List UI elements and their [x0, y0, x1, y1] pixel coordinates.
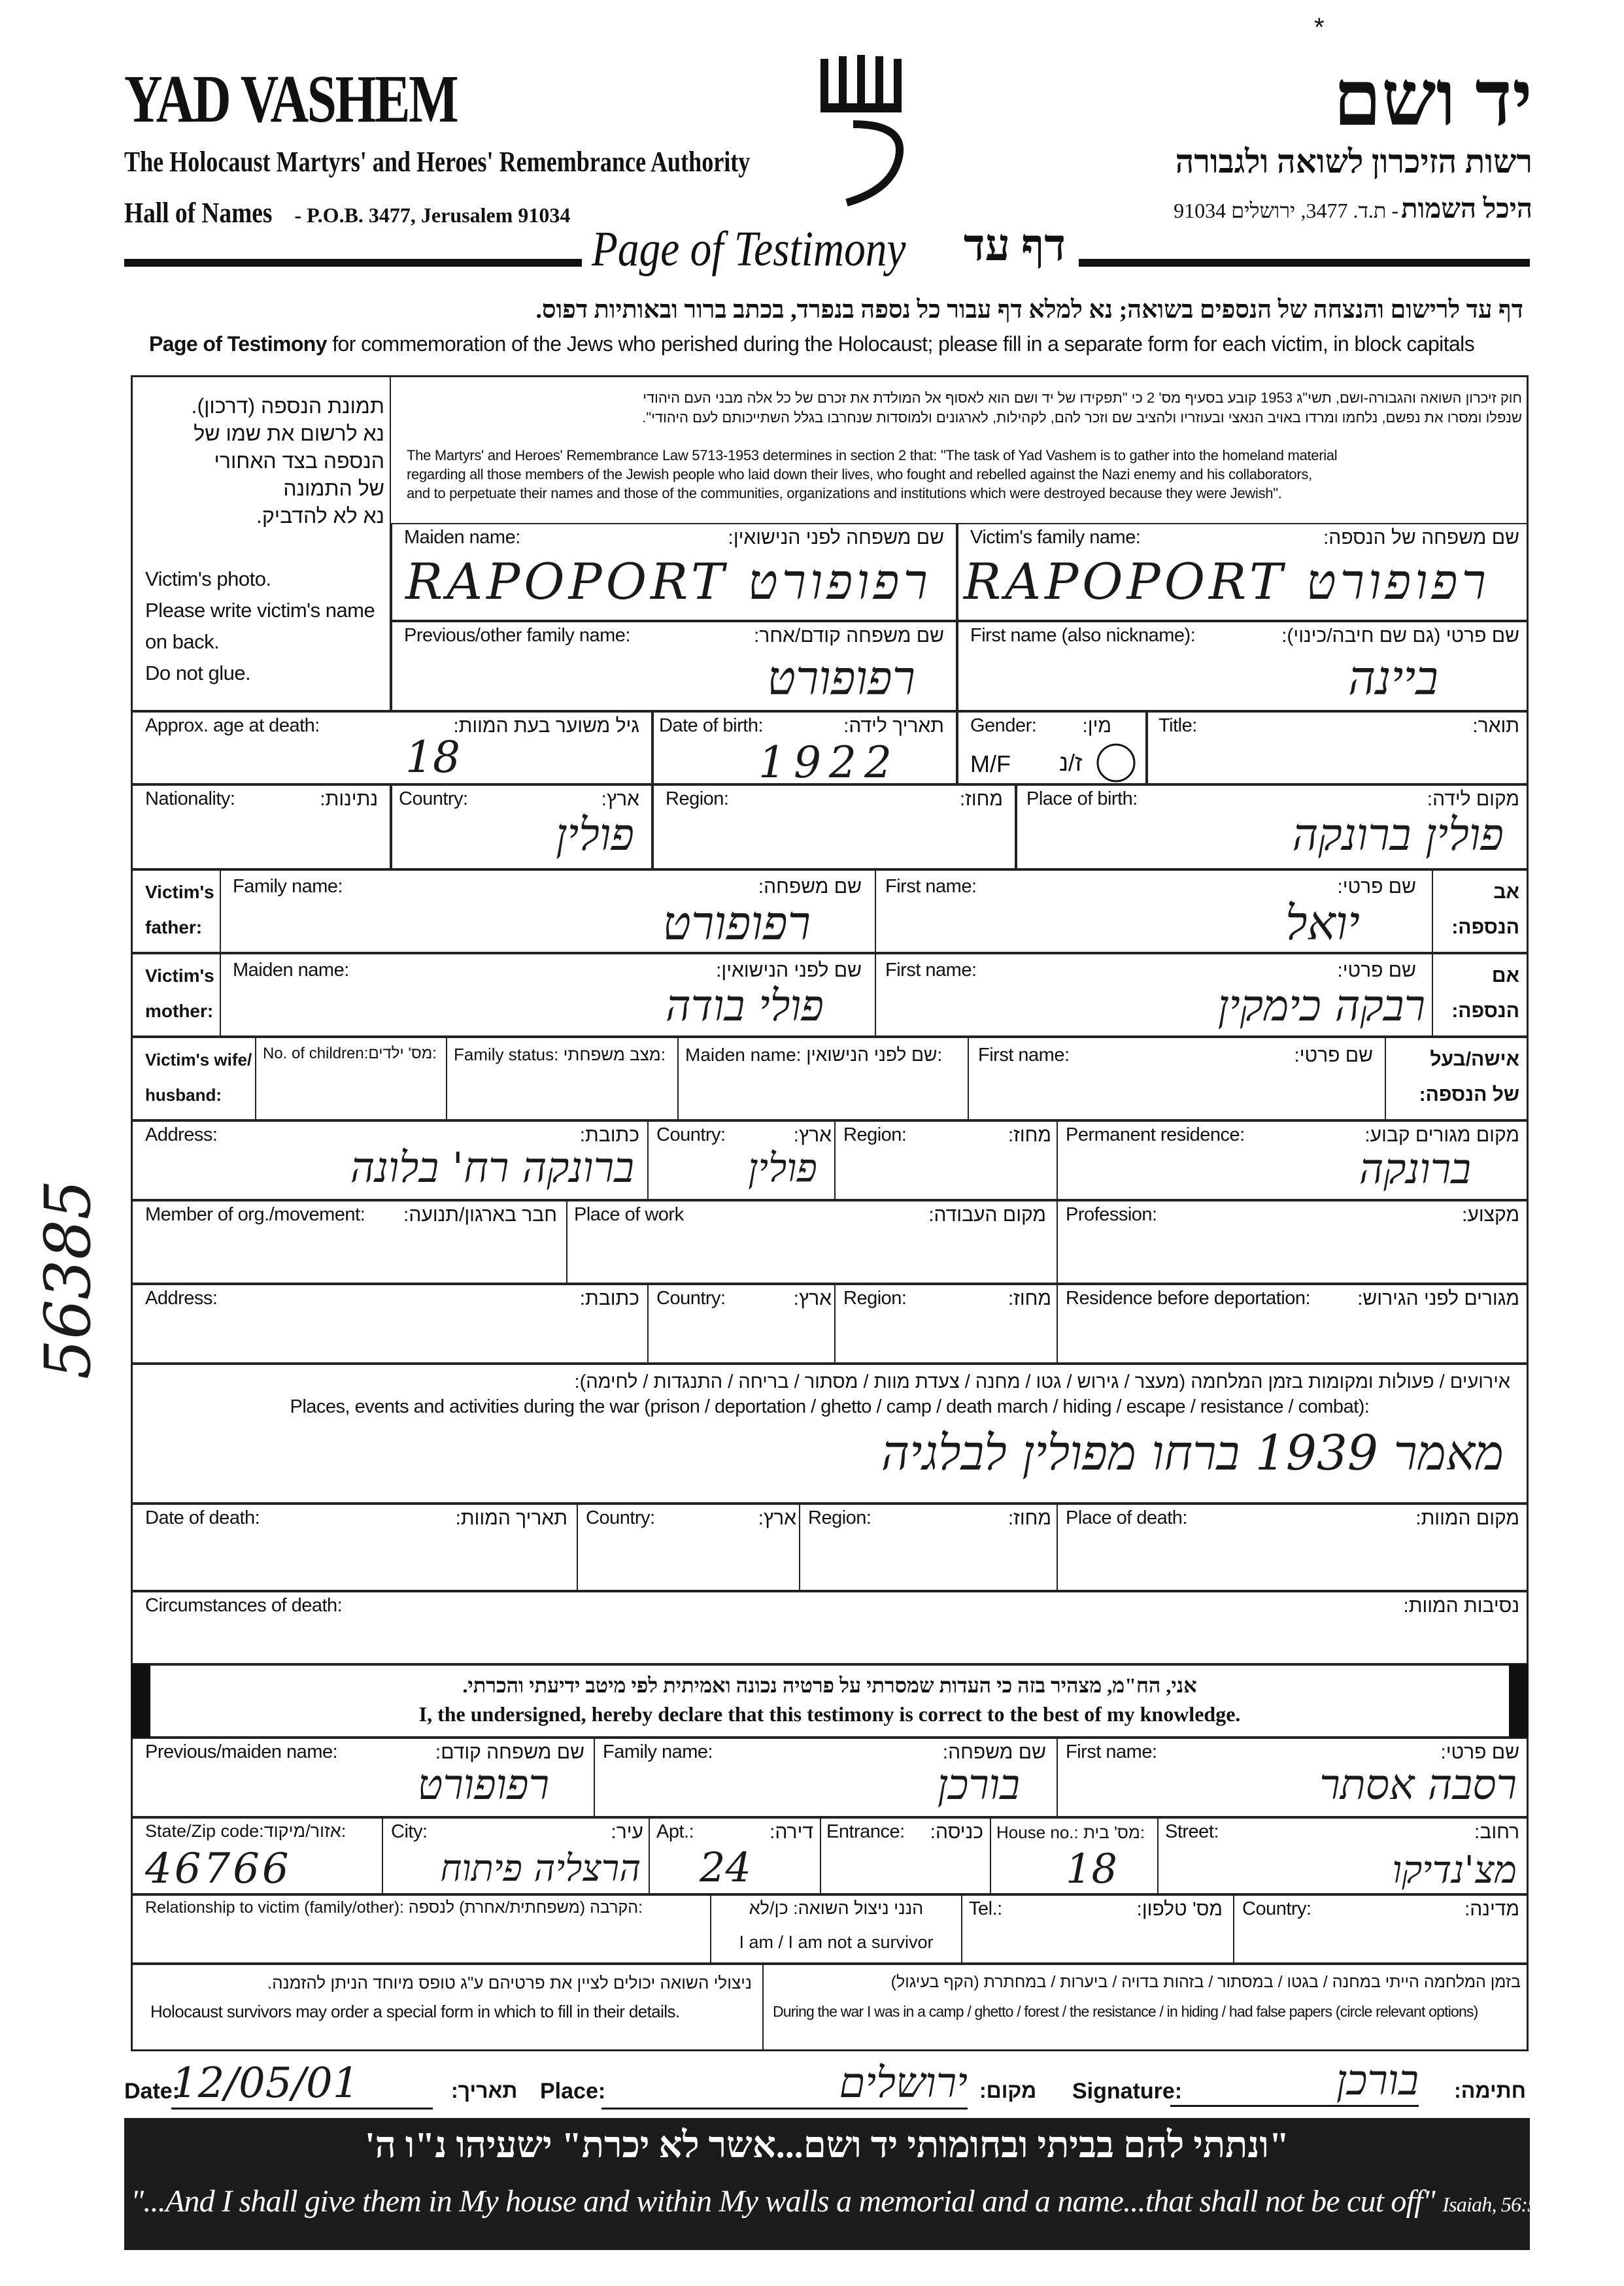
- death-country-label: Country:: [586, 1507, 655, 1528]
- house-value[interactable]: 18: [1066, 1845, 1117, 1892]
- title-bar-right: [1079, 259, 1530, 267]
- divider: [968, 1037, 969, 1120]
- divider: [677, 1037, 679, 1120]
- authority-he: רשות הזיכרון לשואה ולגבורה: [1175, 143, 1532, 180]
- declaration-bar-right: [1509, 1664, 1529, 1738]
- address-country-value[interactable]: פולין: [748, 1145, 817, 1191]
- law-en-line: The Martyrs' and Heroes' Remembrance Law 5713-1953 determines in section 2 that: "The task of Yad Vashem is to gather into the homeland material: [407, 447, 1338, 463]
- intro-en: [149, 332, 1474, 356]
- place-value[interactable]: ירושלים: [601, 2059, 968, 2110]
- region-label-he: מחוז:: [959, 788, 1003, 810]
- hall-address-en: - P.O.B. 3477, Jerusalem 91034: [294, 203, 571, 227]
- quote-he: "ונתתי להם בביתי ובחומותי יד ושם...אשר לא יכרת" ישעיהו נ"ו ה': [365, 2125, 1289, 2166]
- death-date-label-he: תאריך המוות:: [455, 1507, 567, 1529]
- death-country-label-he: ארץ:: [758, 1507, 796, 1529]
- divider: [875, 953, 876, 1037]
- status-label-he: מצב משפחתי:: [563, 1045, 666, 1064]
- city-label-he: עיר:: [611, 1821, 643, 1843]
- death-region-label: Region:: [808, 1507, 871, 1528]
- children-label-he: מס' ילדים:: [368, 1045, 437, 1062]
- street-value[interactable]: מצ'נדיקו: [1392, 1847, 1517, 1892]
- hall-he: [1174, 193, 1532, 225]
- divider: [566, 1200, 567, 1284]
- maiden-name-label: Maiden name:: [404, 527, 520, 548]
- divider: [649, 1817, 650, 1894]
- death-place-label: Place of death:: [1066, 1507, 1187, 1528]
- divider: [1057, 1120, 1058, 1200]
- spouse-maiden-label: [685, 1045, 942, 1066]
- address2-country-label-he: ארץ:: [793, 1288, 832, 1309]
- mother-first-label: First name:: [885, 960, 977, 981]
- divider: [594, 1738, 595, 1817]
- page-title-he: דף עד: [963, 220, 1066, 270]
- nationality-label: Nationality:: [145, 788, 235, 809]
- zip-label-he: אזור/מיקוד:: [263, 1821, 347, 1841]
- divider: [220, 953, 221, 1037]
- maiden-name-label-he: שם משפחה לפני הנישואין:: [728, 527, 944, 548]
- zip-label: [145, 1821, 346, 1841]
- perm-residence-label-he: מקום מגורים קבוע:: [1364, 1124, 1519, 1146]
- divider: [1057, 1200, 1058, 1284]
- spouse-maiden-he: שם לפני הנישואין:: [806, 1045, 943, 1065]
- law-he-line: שנפלו ומסרו את נפשם, נלחמו ומרדו באויב הנאצי ובעוזריו ולהציב שם וזכר להם, לקהילות, לארגונים ולמוסדות שנחרבו בגלל השתייכותם לעם היהודי".: [642, 409, 1522, 426]
- hall-address-he: - ת.ד. 3477, ירושלים 91034: [1174, 199, 1398, 222]
- intro-he: דף עד לרישום והנצחה של הנספים בשואה; נא למלא דף עבור כל נספה בנפרד, בכתב ברור ובאותיות דפוס.: [535, 296, 1523, 324]
- maiden-name-value[interactable]: RAPOPORT רפופורט: [405, 552, 932, 611]
- law-he-line: חוק זיכרון השואה והגבורה-ושם, תשי"ג 1953 קובע בסעיף מס' 2 כי "תפקידו של יד ושם הוא לאסוף אל המולדת את זכרם של כל אלה מבני העם היהודי: [643, 390, 1522, 406]
- circumstances-label-he: נסיבות המוות:: [1403, 1595, 1519, 1617]
- mother-first-label-he: שם פרטי:: [1337, 960, 1416, 981]
- perm-residence-label: Permanent residence:: [1066, 1124, 1245, 1145]
- apt-label-he: דירה:: [770, 1821, 813, 1843]
- declaration-he: אני, הח"מ, מצהיר בזה כי העדות שמסרתי על פרטיה נכונה ואמיתית לפי מיטב ידיעתי והכרתי.: [462, 1673, 1197, 1697]
- divider: [834, 1284, 836, 1364]
- mother-maiden-label-he: שם לפני הנישואין:: [716, 960, 862, 981]
- spouse-tag-he: [1419, 1042, 1519, 1113]
- submitter-prev-label: Previous/maiden name:: [145, 1741, 338, 1762]
- residence-before-label-he: מגורים לפני הגירוש:: [1357, 1288, 1519, 1309]
- hall-en: [124, 196, 570, 229]
- notes-left-he: ניצולי השואה יכולים לציין את פרטיהם ע"ג טופס מיוחד הניתן להזמנה.: [267, 1973, 752, 1992]
- circumstances-label: Circumstances of death:: [145, 1595, 343, 1616]
- law-he: [399, 388, 1522, 428]
- declaration-bar-left: [131, 1664, 150, 1738]
- photo-box-en: [145, 563, 375, 689]
- divider: [1432, 953, 1433, 1037]
- work-label: Place of work: [574, 1204, 684, 1225]
- signature-label: Signature:: [1072, 2079, 1183, 2104]
- date-label-he: תאריך:: [451, 2079, 518, 2102]
- signature-label-he: חתימה:: [1454, 2079, 1526, 2102]
- submitter-country-label: Country:: [1242, 1898, 1311, 1919]
- first-name-label-he: שם פרטי (גם שם חיבה/כינוי):: [1281, 625, 1519, 647]
- law-en-line: regarding all those members of the Jewish people who laid down their lives, who fought and rebelled against the Nazi enemy and his collaborators,: [407, 466, 1312, 482]
- residence-before-label: Residence before deportation:: [1066, 1288, 1311, 1309]
- photo-he-line: הנספה בצד האחורי: [214, 449, 384, 473]
- divider: [1233, 1894, 1234, 1964]
- house-label-he: מס' בית:: [1083, 1823, 1145, 1842]
- hall-title-he: היכל השמות: [1401, 194, 1532, 224]
- tag-line: הנספה:: [1451, 1000, 1519, 1022]
- region-label: Region:: [666, 788, 729, 809]
- mother-maiden-value[interactable]: פולי בודה: [665, 981, 824, 1031]
- children-label: [263, 1045, 437, 1063]
- divider: [1057, 1504, 1058, 1591]
- address-region-label: Region:: [843, 1124, 907, 1145]
- law-en-line: and to perpetuate their names and those of the communities, organizations and institutions which were destroyed because they were Jewish".: [407, 485, 1282, 501]
- place-label: Place:: [540, 2079, 606, 2104]
- photo-he-line: נא לא להדביק.: [256, 504, 384, 528]
- spouse-first-label-he: שם פרטי:: [1294, 1045, 1373, 1066]
- tag-line: husband:: [145, 1085, 222, 1105]
- address2-label-he: כתובת:: [579, 1288, 639, 1309]
- address-country-label: Country:: [656, 1124, 726, 1145]
- spouse-maiden-en: Maiden name:: [685, 1045, 802, 1065]
- title-label-he: תואר:: [1472, 715, 1519, 737]
- submitter-country-label-he: מדינה:: [1464, 1898, 1519, 1920]
- profession-label-he: מקצוע:: [1462, 1204, 1519, 1226]
- address-label: Address:: [145, 1124, 218, 1145]
- family-status-label: [454, 1045, 666, 1065]
- photo-en-line: on back.: [145, 630, 220, 653]
- tag-line: mother:: [145, 1001, 214, 1021]
- profession-label: Profession:: [1066, 1204, 1157, 1225]
- divider: [834, 1120, 836, 1200]
- photo-en-line: Please write victim's name: [145, 599, 375, 622]
- quote-en-line: [131, 2183, 1538, 2219]
- prev-family-label-he: שם משפחה קודם/אחר:: [753, 625, 944, 647]
- divider: [762, 1964, 764, 2051]
- page-title-en: Page of Testimony: [592, 222, 906, 277]
- mother-first-value[interactable]: רבקה כימקין: [1217, 981, 1425, 1031]
- apt-value[interactable]: 24: [700, 1843, 751, 1891]
- tag-line: של הנספה:: [1419, 1084, 1519, 1105]
- zip-label-en: State/Zip code:: [145, 1821, 264, 1841]
- tel-label: Tel.:: [969, 1898, 1002, 1919]
- death-region-label-he: מחוז:: [1007, 1507, 1051, 1529]
- rel-label-he: הקרבה (משפחתית/אחרת) לנספה:: [408, 1898, 643, 1917]
- country-label-he: ארץ:: [601, 788, 639, 810]
- address-region-label-he: מחוז:: [1007, 1124, 1051, 1146]
- photo-en-line: Victim's photo.: [145, 567, 271, 590]
- events-value[interactable]: מאמר 1939 ברחו מפולין לבלגיה: [881, 1425, 1504, 1481]
- divider: [1385, 1037, 1386, 1120]
- intro-en-text: for commemoration of the Jews who perished during the Holocaust; please fill in a separate form for each victim, in block capitals: [326, 332, 1475, 356]
- tag-line: הנספה:: [1451, 916, 1519, 938]
- divider: [961, 1894, 962, 1964]
- submitter-first-label-he: שם פרטי:: [1440, 1741, 1519, 1763]
- member-label: Member of org./movement:: [145, 1204, 365, 1225]
- tag-line: Victim's: [145, 882, 214, 902]
- divider: [647, 1284, 649, 1364]
- declaration-en: I, the undersigned, hereby declare that this testimony is correct to the best of my knowledge.: [418, 1702, 1241, 1726]
- status-label-en: Family status:: [454, 1045, 559, 1064]
- notes-right-he: בזמן המלחמה הייתי במחנה / בגטו / במסתור / בזהות בדויה / ביערות / במחתרת (הקף בעיגול): [890, 1973, 1521, 1991]
- org-name-he: יד ושם: [1333, 56, 1532, 142]
- survivor-label-he: הנני ניצול השואה: כן/לא: [749, 1898, 924, 1918]
- photo-en-line: Do not glue.: [145, 662, 251, 684]
- divider: [446, 1037, 447, 1120]
- date-value[interactable]: 12/05/01: [171, 2059, 433, 2110]
- street-label-he: רחוב:: [1474, 1821, 1519, 1843]
- divider: [1057, 1284, 1058, 1364]
- divider: [382, 1817, 383, 1894]
- relationship-label: [145, 1898, 643, 1917]
- divider: [710, 1894, 711, 1964]
- divider: [1057, 1738, 1058, 1817]
- divider: [255, 1037, 256, 1120]
- submitter-prev-value[interactable]: רפופורט: [417, 1761, 549, 1809]
- tag-line: Victim's: [145, 966, 214, 986]
- submitter-first-value[interactable]: רסבה אסתר: [1319, 1761, 1517, 1809]
- divider: [799, 1504, 800, 1591]
- submitter-family-label: Family name:: [603, 1741, 713, 1762]
- father-family-label: Family name:: [233, 876, 343, 897]
- perm-residence-value[interactable]: ברונקה: [1359, 1145, 1471, 1194]
- divider: [990, 1817, 991, 1894]
- father-first-value[interactable]: יואל: [1285, 896, 1360, 950]
- tag-line: father:: [145, 917, 203, 937]
- spouse-first-label: First name:: [978, 1045, 1070, 1066]
- house-label: [996, 1823, 1145, 1843]
- victim-family-label-he: שם משפחה של הנספה:: [1323, 527, 1519, 548]
- entrance-label: Entrance:: [826, 1821, 905, 1842]
- signature-value[interactable]: בורכן: [1170, 2057, 1419, 2107]
- photo-he-line: נא לרשום את שמו של: [194, 422, 384, 445]
- age-label: Approx. age at death:: [145, 715, 320, 736]
- gender-label: Gender:: [970, 715, 1037, 736]
- photo-he-line: תמונת הנספה (דרכון).: [191, 394, 384, 418]
- dob-label-he: תאריך לידה:: [843, 715, 944, 737]
- events-label-en: Places, events and activities during the war (prison / deportation / ghetto / camp / death march / hiding / escape / resistance / combat):: [290, 1396, 1370, 1417]
- spouse-tag-en: [145, 1042, 252, 1113]
- street-label: Street:: [1165, 1821, 1219, 1842]
- events-label-he: אירועים / פעולות ומקומות בזמן המלחמה (מעצר / גירוש / גטו / מחנה / צעדת מוות / מסתור / בריחה / התנגדות / לחימה):: [574, 1371, 1510, 1392]
- tag-line: Victim's wife/: [145, 1050, 252, 1069]
- address-label-he: כתובת:: [579, 1124, 639, 1146]
- divider: [1432, 869, 1433, 953]
- divider: [220, 869, 221, 953]
- intro-en-bold: Page of Testimony: [149, 332, 327, 356]
- mother-maiden-label: Maiden name:: [233, 960, 349, 981]
- death-date-label: Date of death:: [145, 1507, 260, 1528]
- divider: [647, 1120, 649, 1200]
- tag-line: אם: [1491, 965, 1519, 986]
- first-name-label: First name (also nickname):: [970, 625, 1196, 646]
- title-label: Title:: [1159, 715, 1197, 736]
- authority-en: The Holocaust Martyrs' and Heroes' Remembrance Authority: [124, 146, 751, 178]
- mother-tag-he: [1451, 958, 1519, 1029]
- dob-label: Date of birth:: [659, 715, 764, 736]
- quote-en: "...And I shall give them in My house and within My walls a memorial and a name...that shall not be cut off": [131, 2184, 1436, 2219]
- mother-tag-en: [145, 958, 214, 1029]
- city-value[interactable]: הרצליה פיתוח: [440, 1847, 641, 1890]
- place-birth-label-he: מקום לידה:: [1427, 788, 1519, 810]
- address-country-label-he: ארץ:: [793, 1124, 832, 1146]
- age-value[interactable]: 18: [405, 732, 460, 782]
- gender-circle-mark: [1093, 741, 1139, 784]
- quote-ref: Isaiah, 56:5: [1442, 2193, 1538, 2216]
- prev-family-label: Previous/other family name:: [404, 625, 630, 646]
- father-first-label: First name:: [885, 876, 977, 897]
- notes-right-en: During the war I was in a camp / ghetto / forest / the resistance / in hiding / had false papers (circle relevant options): [773, 2003, 1478, 2020]
- address-value[interactable]: ברונקה רח' בלונה: [350, 1144, 634, 1192]
- tag-line: אישה/בעל: [1430, 1049, 1519, 1070]
- title-bar-left: [124, 259, 582, 267]
- house-label-en: House no.:: [996, 1823, 1079, 1842]
- address2-region-label: Region:: [843, 1288, 907, 1309]
- member-label-he: חבר בארגון/תנועה:: [403, 1204, 557, 1226]
- city-label: City:: [391, 1821, 428, 1842]
- gender-value[interactable]: M/F: [970, 750, 1011, 777]
- divider: [875, 869, 876, 953]
- notes-left-en: Holocaust survivors may order a special form in which to fill in their details.: [150, 2002, 680, 2021]
- top-mark: *: [1314, 13, 1325, 42]
- divider: [820, 1817, 821, 1894]
- apt-label: Apt.:: [656, 1821, 694, 1842]
- submitter-family-value[interactable]: בורכן: [937, 1761, 1020, 1809]
- submitter-first-label: First name:: [1066, 1741, 1157, 1762]
- tel-label-he: מס' טלפון:: [1136, 1898, 1223, 1920]
- address2-label: Address:: [145, 1288, 218, 1309]
- submitter-family-label-he: שם משפחה:: [942, 1741, 1046, 1763]
- prev-family-value[interactable]: רפופורט: [767, 650, 915, 705]
- divider: [1157, 1817, 1159, 1894]
- country-label: Country:: [399, 788, 468, 809]
- entrance-label-he: כניסה:: [930, 1821, 983, 1843]
- photo-box-he: [137, 392, 384, 529]
- place-label-he: מקום:: [979, 2079, 1037, 2102]
- victim-family-value[interactable]: RAPOPORT רפופורט: [964, 552, 1490, 611]
- age-label-he: גיל משוער בעת המוות:: [453, 715, 639, 737]
- father-first-label-he: שם פרטי:: [1337, 876, 1416, 898]
- survivor-label-en[interactable]: I am / I am not a survivor: [739, 1932, 934, 1952]
- yad-vashem-logo: [814, 52, 919, 209]
- margin-archive-number: 56385: [31, 1179, 105, 1379]
- death-place-label-he: מקום המוות:: [1415, 1507, 1519, 1529]
- title-cell: [1147, 711, 1529, 784]
- dob-value[interactable]: 1922: [758, 737, 900, 788]
- children-label-en: No. of children:: [263, 1045, 369, 1062]
- zip-value[interactable]: 46766: [145, 1845, 292, 1893]
- place-birth-label: Place of birth:: [1026, 788, 1138, 809]
- place-birth-value[interactable]: פולין ברונקה: [1292, 809, 1504, 861]
- tag-line: אב: [1493, 881, 1519, 903]
- work-label-he: מקום העבודה:: [928, 1204, 1046, 1226]
- address2-country-label: Country:: [656, 1288, 726, 1309]
- date-label: Date:: [124, 2079, 180, 2104]
- father-family-label-he: שם משפחה:: [758, 876, 862, 898]
- hall-title-en: Hall of Names: [124, 197, 273, 229]
- father-family-value[interactable]: רפופורט: [662, 896, 811, 950]
- father-tag-he: [1451, 875, 1519, 945]
- law-en: [407, 446, 1337, 503]
- submitter-prev-label-he: שם משפחה קודם:: [435, 1741, 584, 1763]
- first-name-value[interactable]: ביינה: [1347, 650, 1438, 705]
- gender-label-he: מין:: [1082, 715, 1111, 737]
- address2-region-label-he: מחוז:: [1007, 1288, 1051, 1309]
- father-tag-en: [145, 875, 214, 945]
- victim-family-label: Victim's family name:: [970, 527, 1141, 548]
- org-name-en: YAD VASHEM: [124, 61, 458, 137]
- photo-he-line: של התמונה: [283, 477, 384, 500]
- rel-label-en: Relationship to victim (family/other):: [145, 1898, 404, 1917]
- nationality-label-he: נתינות:: [320, 788, 378, 810]
- divider: [577, 1504, 578, 1591]
- gender-value-he[interactable]: ז/נ: [1059, 749, 1083, 776]
- country-value[interactable]: פולין: [556, 809, 634, 861]
